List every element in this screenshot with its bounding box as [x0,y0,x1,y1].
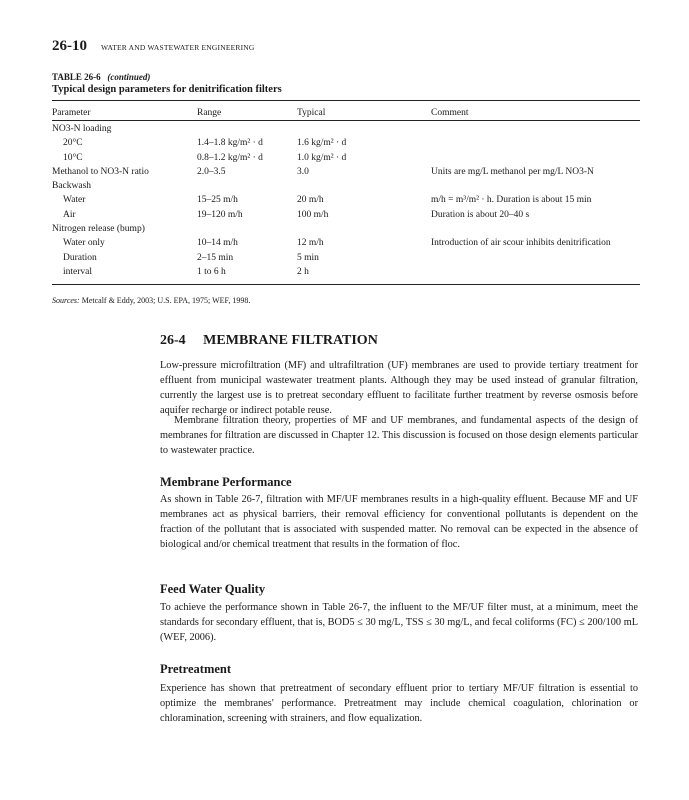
table-cell-parameter: Nitrogen release (bump) [52,224,145,235]
column-header-range: Range [197,108,222,118]
section-title: MEMBRANE FILTRATION [203,333,378,348]
table-cell-comment [431,124,640,138]
subsection-heading-membrane-performance: Membrane Performance [160,475,292,489]
table-cell-parameter: Water [63,195,86,206]
table-cell-parameter: interval [63,266,93,277]
page-header [52,38,255,55]
table-row [52,267,640,281]
feed-water-quality-paragraph: To achieve the performance shown in Table 26-7, the influent to the MF/UF filter must, at a minimum, meet the standards for secondary effluent, that is, BOD5 ≤ 30 mg/L, TSS ≤ 30 mg/L, and fecal coliforms (FC) ≤ 200/100 mL (WEF, 2006). [160,602,638,643]
subsection-heading-feed-water-quality: Feed Water Quality [160,582,266,596]
intro-paragraph-2: Membrane filtration theory, properties of MF and UF membranes, and fundamental aspects of the design of membranes for filtration are discussed in Chapter 12. This discussion is focused on those design elements particular to wastewater practice. [160,415,638,456]
table-cell-parameter: NO3-N loading [52,124,112,134]
table-cell-range: 10–14 m/h [197,238,238,249]
section-number: 26-4 [160,333,186,348]
table-cell-parameter: 10°C [63,152,83,163]
table-cell-range [197,224,297,238]
table-cell-typical: 1.6 kg/m² · d [297,138,347,149]
table-cell-comment [431,153,640,167]
table-bottom-rule [52,284,640,285]
table-cell-range: 15–25 m/h [197,195,238,206]
table-cell-range: 2–15 min [197,252,234,263]
running-title: WATER AND WASTEWATER ENGINEERING [101,43,255,52]
table-row [52,153,640,167]
design-parameters-table [52,104,640,281]
table-cell-typical [297,124,431,138]
section-heading [160,333,378,349]
table-cell-range: 0.8–1.2 kg/m² · d [197,152,263,163]
table-row [52,253,640,267]
column-header-comment: Comment [431,108,469,118]
table-continued-note: (continued) [107,72,151,82]
table-cell-range [197,181,297,195]
table-body [52,124,640,281]
table-title: Typical design parameters for denitrification filters [52,84,282,95]
table-cell-typical: 12 m/h [297,238,324,249]
table-row [52,181,640,195]
table-cell-parameter: Water only [63,238,105,249]
column-header-typical: Typical [297,108,326,118]
table-cell-typical: 1.0 kg/m² · d [297,152,347,163]
table-row [52,138,640,152]
table-cell-range: 1 to 6 h [197,266,226,277]
table-number: TABLE 26-6 [52,72,101,82]
table-cell-range: 1.4–1.8 kg/m² · d [197,138,263,149]
table-cell-parameter: Backwash [52,181,92,192]
membrane-performance-paragraph: As shown in Table 26-7, filtration with MF/UF membranes results in a high-quality effluent. Because MF and UF membranes act as physical barriers, their removal efficiency for conventional pollutants is dependent on the fraction of the pollutant that is associated with suspended matter. No removal can be expected in the absence of biological and/or chemical treatment that results in the formation of floc. [160,494,638,550]
table-cell-typical: 3.0 [297,166,309,177]
table-header-row [52,104,640,124]
table-top-rule [52,100,640,101]
table-label [52,72,150,82]
table-row [52,124,640,138]
intro-paragraph-1: Low-pressure microfiltration (MF) and ultrafiltration (UF) membranes are used to provide tertiary treatment for effluent from municipal wastewater treatment plants. Although they may be used instead of granular filtration, currently the largest use is to pretreat secondary effluent to facilitate further treatment by reverse osmosis before aquifer recharge or indirect potable reuse. [160,360,638,416]
table-cell-comment [431,253,640,267]
table-cell-comment: Duration is about 20–40 s [431,209,530,220]
table-cell-comment [431,224,640,238]
table-cell-parameter: Duration [63,252,97,263]
page-number: 26-10 [52,38,87,54]
table-cell-typical: 5 min [297,252,319,263]
table-cell-comment: Units are mg/L methanol per mg/L NO3-N [431,166,594,177]
table-row [52,238,640,252]
table-cell-typical: 100 m/h [297,209,329,220]
sources-text: Metcalf & Eddy, 2003; U.S. EPA, 1975; WEF, 1998. [81,296,251,305]
table-cell-range: 2.0–3.5 [197,166,226,177]
subsection-heading-pretreatment: Pretreatment [160,662,232,676]
table-cell-parameter: 20°C [63,138,83,149]
column-header-parameter: Parameter [52,108,91,118]
table-row [52,224,640,238]
table-cell-typical: 2 h [297,266,309,277]
table-cell-typical [297,224,431,238]
table-cell-comment [431,181,640,195]
table-cell-typical: 20 m/h [297,195,324,206]
sources-label: Sources: [52,296,80,305]
table-cell-range [197,124,297,138]
table-sources [52,296,250,305]
table-row [52,195,640,209]
table-row [52,210,640,224]
table-cell-comment: m/h = m³/m² · h. Duration is about 15 min [431,195,592,206]
pretreatment-paragraph: Experience has shown that pretreatment of secondary effluent prior to tertiary MF/UF filtration is essential to optimize the membranes' performance. Pretreatment may include chemical coagulation, chlorination or chloramination, screening with strainers, and flow equalization. [160,683,638,724]
table-cell-parameter: Air [63,209,76,220]
table-cell-comment [431,138,640,152]
table-cell-comment [431,267,640,281]
table-cell-parameter: Methanol to NO3-N ratio [52,166,149,177]
table-cell-typical [297,181,431,195]
table-cell-range: 19–120 m/h [197,209,243,220]
table-cell-comment: Introduction of air scour inhibits denitrification [431,238,611,249]
table-row [52,167,640,181]
